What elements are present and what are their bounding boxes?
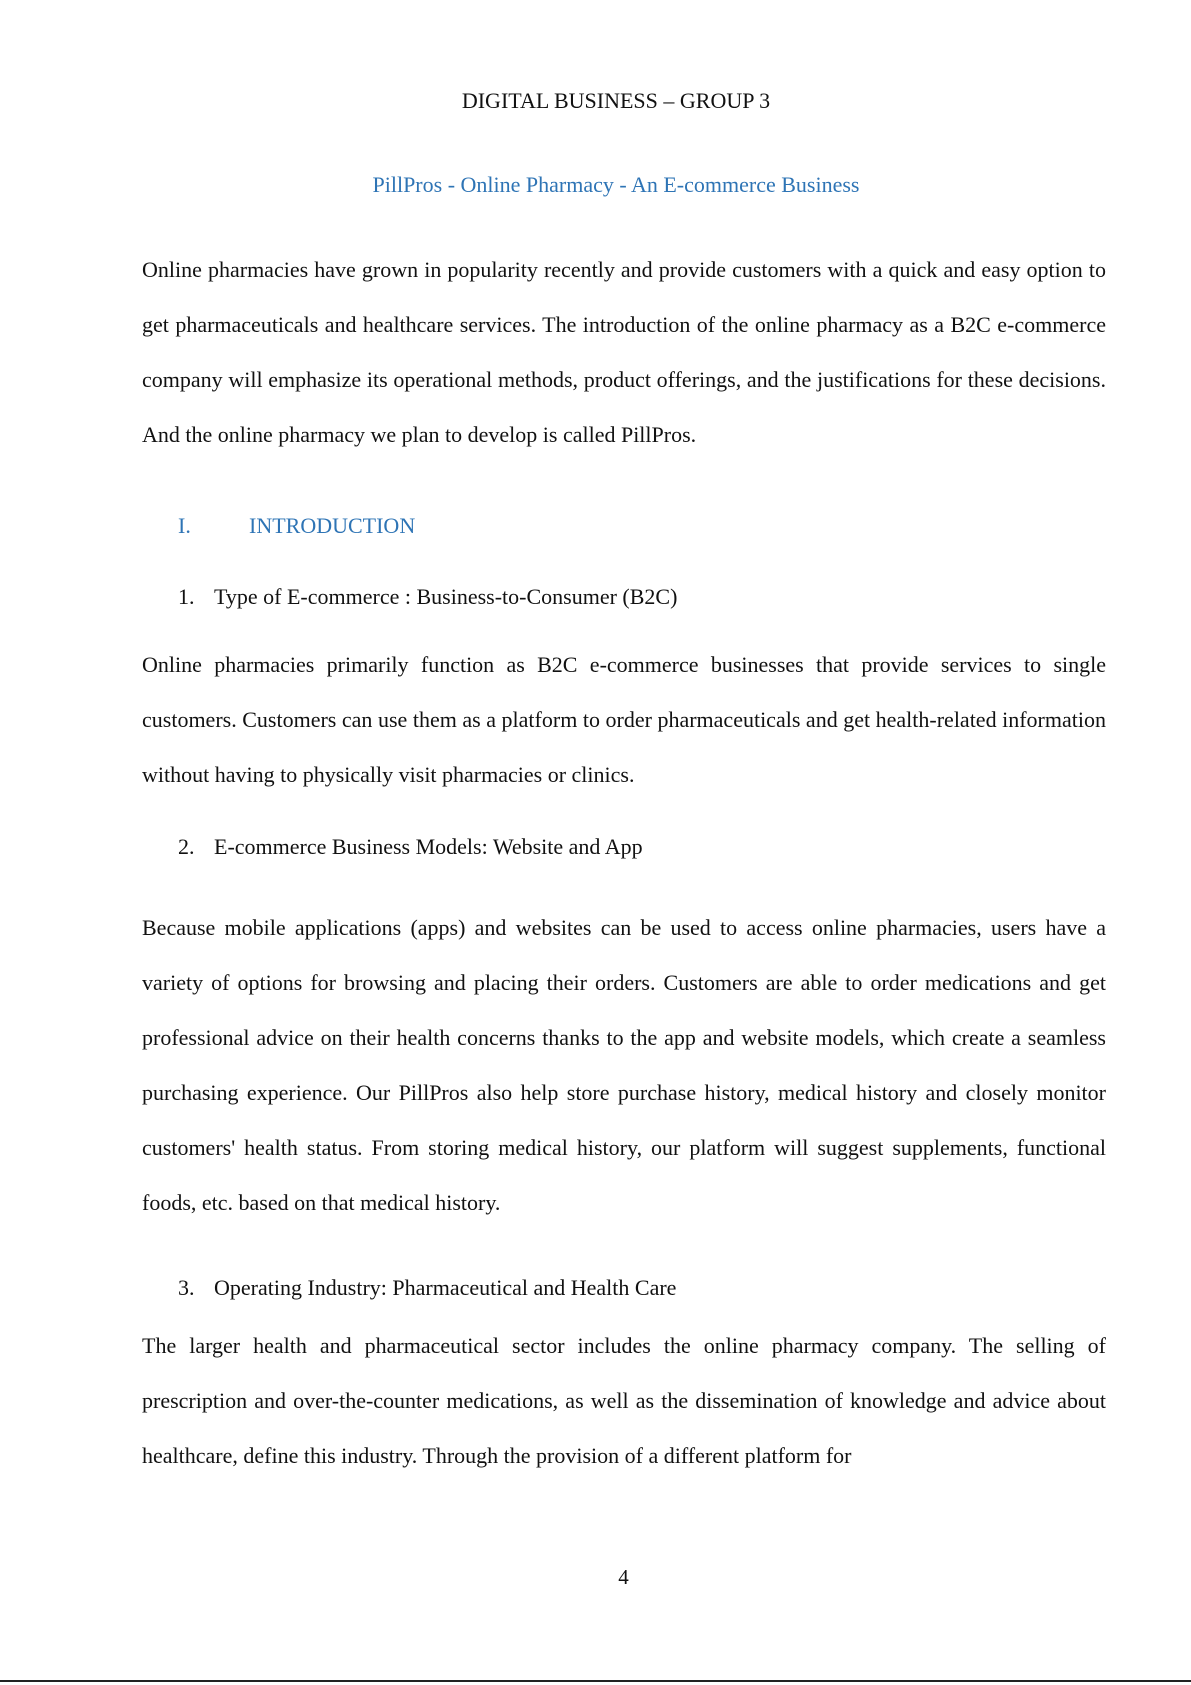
section-title: INTRODUCTION <box>249 513 416 538</box>
subheading-title: E-commerce Business Models: Website and App <box>214 834 643 859</box>
subheading-title: Operating Industry: Pharmaceutical and Health Care <box>214 1275 677 1300</box>
document-title: PillPros - Online Pharmacy - An E-commerce Business <box>372 172 860 197</box>
intro-paragraph: Online pharmacies have grown in popularity recently and provide customers with a quick and easy option to get pharmaceuticals and healthcare services. The introduction of the online pharmacy as a B2C e-commerce company will emphasize its operational methods, product offerings, and the justifications for these decisions. And the online pharmacy we plan to develop is called PillPros. <box>142 257 1106 447</box>
subheading-number: 1. <box>178 584 195 609</box>
subheading-number: 2. <box>178 834 195 859</box>
document-header: DIGITAL BUSINESS – GROUP 3 <box>461 88 771 113</box>
page-bottom-rule <box>0 1680 1191 1682</box>
section-heading-introduction <box>178 511 415 541</box>
subheading-operating-industry <box>178 1273 676 1303</box>
paragraph-operating-industry: The larger health and pharmaceutical sector includes the online pharmacy company. The selling of prescription and over-the-counter medications, as well as the dissemination of knowledge and advice about healthcare, define this industry. Through the provision of a different platform for <box>142 1333 1106 1468</box>
paragraph-ecommerce-type: Online pharmacies primarily function as B2C e-commerce businesses that provide services to single customers. Customers can use them as a platform to order pharmaceuticals and get health-related information without having to physically visit pharmacies or clinics. <box>142 652 1106 787</box>
subheading-title: Type of E-commerce : Business-to-Consumer (B2C) <box>214 584 678 609</box>
subheading-ecommerce-type <box>178 582 677 612</box>
subheading-number: 3. <box>178 1275 195 1300</box>
section-number: I. <box>178 513 191 538</box>
paragraph-business-models: Because mobile applications (apps) and websites can be used to access online pharmacies, users have a variety of options for browsing and placing their orders. Customers are able to order medications and get professional advice on their health concerns thanks to the app and website models, which create a seamless purchasing experience. Our PillPros also help store purchase history, medical history and closely monitor customers' health status. From storing medical history, our platform will suggest supplements, functional foods, etc. based on that medical history. <box>142 915 1106 1215</box>
page-number: 4 <box>618 1565 629 1589</box>
subheading-business-models <box>178 832 643 862</box>
